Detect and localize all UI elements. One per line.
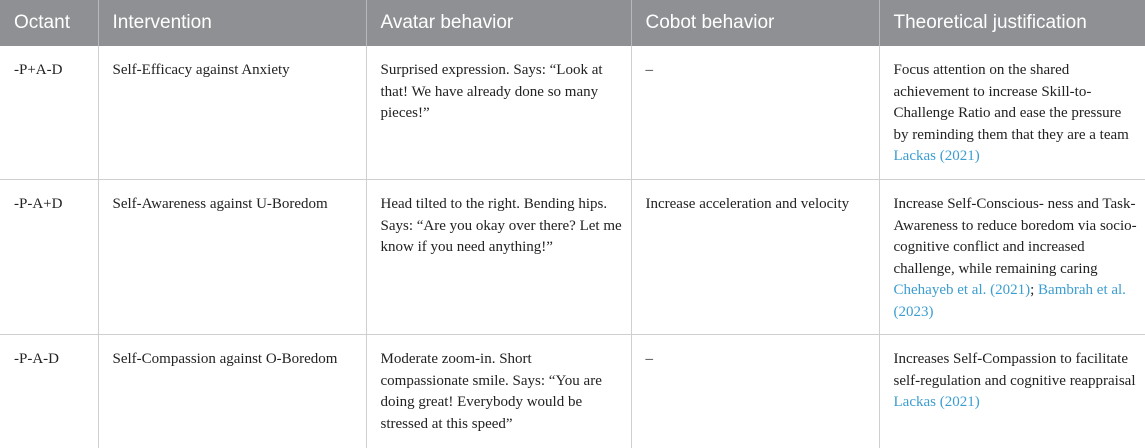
citation-link[interactable]: Lackas (2021) — [894, 394, 980, 410]
justification-text: Increases Self-Compassion to facilitate self-regulation and cognitive reappraisal — [894, 351, 1136, 389]
intervention-cell: Self-Awareness against U-Boredom — [98, 180, 366, 335]
intervention-cell: Self-Efficacy against Anxiety — [98, 46, 366, 180]
avatar-behavior-cell: Moderate zoom-in. Short compassionate smile. Says: “You are doing great! Everybody would be stressed at this speed” — [366, 335, 631, 448]
table-row — [0, 46, 1145, 180]
justification-text: Increase Self-Conscious- ness and Task-Awareness to reduce boredom via socio-cognitive conflict and increased challenge, while remaining caring — [894, 196, 1137, 277]
intervention-cell: Self-Compassion against O-Boredom — [98, 335, 366, 448]
header-octant: Octant — [0, 0, 98, 46]
citation-link[interactable]: Lackas (2021) — [894, 148, 980, 164]
avatar-behavior-cell: Surprised expression. Says: “Look at that! We have already done so many pieces!” — [366, 46, 631, 180]
justification-cell — [879, 335, 1145, 448]
avatar-behavior-cell: Head tilted to the right. Bending hips. Says: “Are you okay over there? Let me know if you need anything!” — [366, 180, 631, 335]
header-cobot-behavior: Cobot behavior — [631, 0, 879, 46]
octant-cell: -P-A-D — [0, 335, 98, 448]
header-theoretical-justification: Theoretical justification — [879, 0, 1145, 46]
header-intervention: Intervention — [98, 0, 366, 46]
header-row — [0, 0, 1145, 46]
citation-link[interactable]: Chehayeb et al. (2021) — [894, 282, 1031, 298]
table-row — [0, 180, 1145, 335]
cobot-behavior-cell: – — [631, 335, 879, 448]
header-avatar-behavior: Avatar behavior — [366, 0, 631, 46]
citation-separator: ; — [1030, 282, 1034, 298]
cobot-behavior-cell: – — [631, 46, 879, 180]
table-row — [0, 335, 1145, 448]
justification-text: Focus attention on the shared achievement to increase Skill-to-Challenge Ratio and ease the pressure by reminding them that they are a team — [894, 62, 1129, 143]
citation-link[interactable]: Bambrah et al. (2023) — [894, 282, 1126, 320]
justification-cell — [879, 46, 1145, 180]
cobot-behavior-cell: Increase acceleration and velocity — [631, 180, 879, 335]
octant-cell: -P-A+D — [0, 180, 98, 335]
octant-cell: -P+A-D — [0, 46, 98, 180]
justification-cell — [879, 180, 1145, 335]
